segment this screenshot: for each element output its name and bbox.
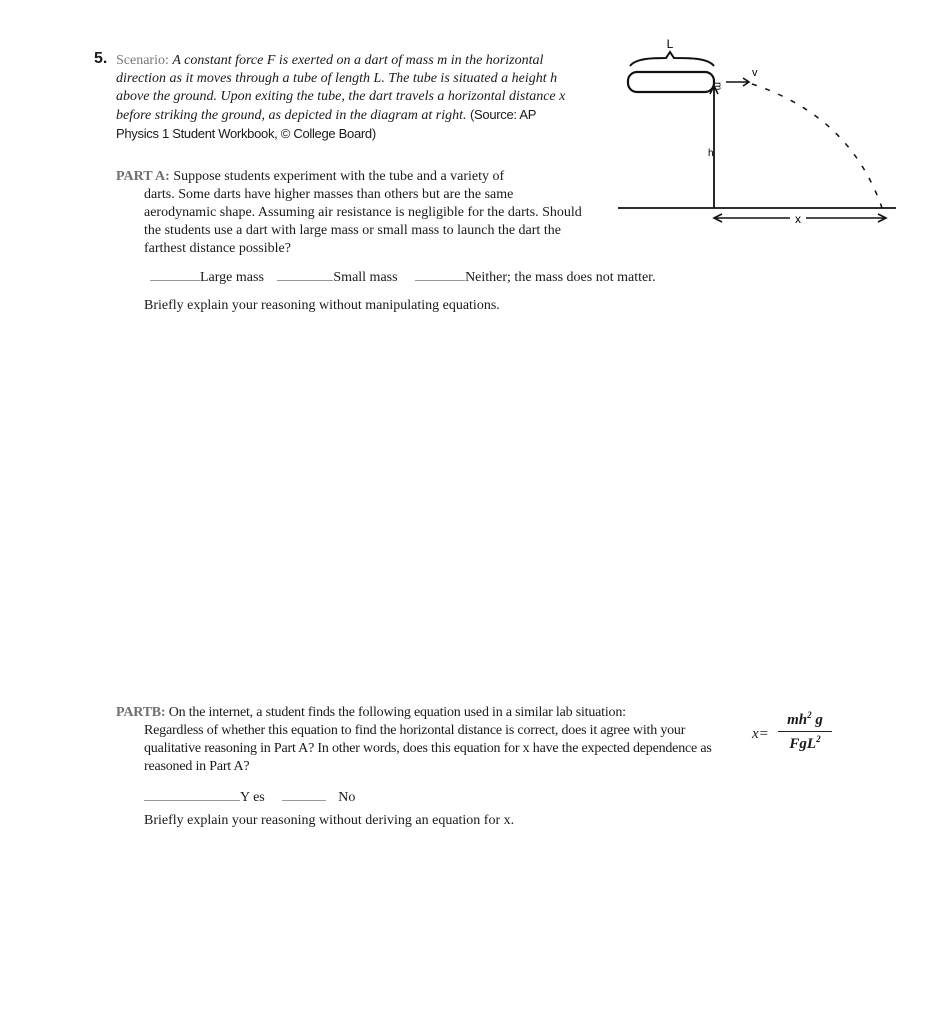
choice-no: No [338, 790, 356, 805]
part-a-choices [150, 268, 656, 287]
equation-numerator: $mh^2$ g [778, 710, 832, 732]
part-a-label: PART A: [116, 169, 170, 184]
length-brace [630, 52, 714, 66]
equation-lhs: x= [752, 726, 769, 742]
part-a-block [116, 168, 586, 258]
label-m: m [712, 82, 723, 91]
choice-large-mass: Large mass [200, 270, 264, 285]
answer-blank-no[interactable] [282, 788, 326, 801]
dart-diagram [610, 36, 900, 232]
label-h: h [708, 148, 714, 159]
part-b-block [116, 704, 716, 776]
part-a-answer-area[interactable] [144, 322, 844, 682]
part-a-question: darts. Some darts have higher masses than others but are the same aerodynamic shape. Assuming air resistance is negligible for the darts. Should the students use a dart with large mass or small mass to launch the dart the farthest distance possible? [144, 187, 582, 256]
answer-blank-yes[interactable] [144, 788, 240, 801]
choice-small-mass: Small mass [333, 270, 398, 285]
label-v: v [752, 67, 758, 79]
part-a-first-line: Suppose students experiment with the tube and a variety of [173, 169, 505, 184]
choice-yes: Y es [240, 790, 265, 805]
part-b-choices [144, 788, 355, 807]
part-a-explain-prompt: Briefly explain your reasoning without manipulating equations. [144, 298, 500, 313]
part-b-label: PARTB: [116, 705, 166, 720]
answer-blank-large-mass[interactable] [150, 268, 200, 281]
scenario-text-block [116, 52, 576, 144]
part-b-answer-area[interactable] [144, 836, 844, 1006]
part-b-explain-prompt: Briefly explain your reasoning without deriving an equation for x. [144, 813, 515, 828]
trajectory-path [752, 84, 882, 208]
part-b-question: Regardless of whether this equation to find the horizontal distance is correct, does it agree with your qualitative reasoning in Part A? In other words, does this equation for x have the expected dependence as reasoned in Part A? [144, 723, 712, 774]
part-b-first-line: On the internet, a student finds the following equation used in a similar lab situation: [168, 705, 626, 720]
answer-blank-neither[interactable] [415, 268, 465, 281]
label-L: L [666, 37, 674, 51]
choice-neither: Neither; the mass does not matter. [465, 270, 656, 285]
answer-blank-small-mass[interactable] [277, 268, 333, 281]
scenario-description: A constant force F is exerted on a dart of mass m in the horizontal direction as it moves through a tube of length L. The tube is situated a height h above the ground. Upon exiting the tube, the dart travels a horizontal distance x before striking the ground, as depicted in the diagram at right. [116, 53, 566, 123]
question-number: 5. [94, 50, 108, 67]
tube [628, 72, 714, 92]
label-x: x [795, 212, 801, 226]
scenario-lead: Scenario: [116, 53, 169, 68]
equation-denominator: FgL$^2$ [789, 734, 821, 752]
scenario-source: (Source: AP Physics 1 Student Workbook, © College Board) [116, 107, 536, 141]
